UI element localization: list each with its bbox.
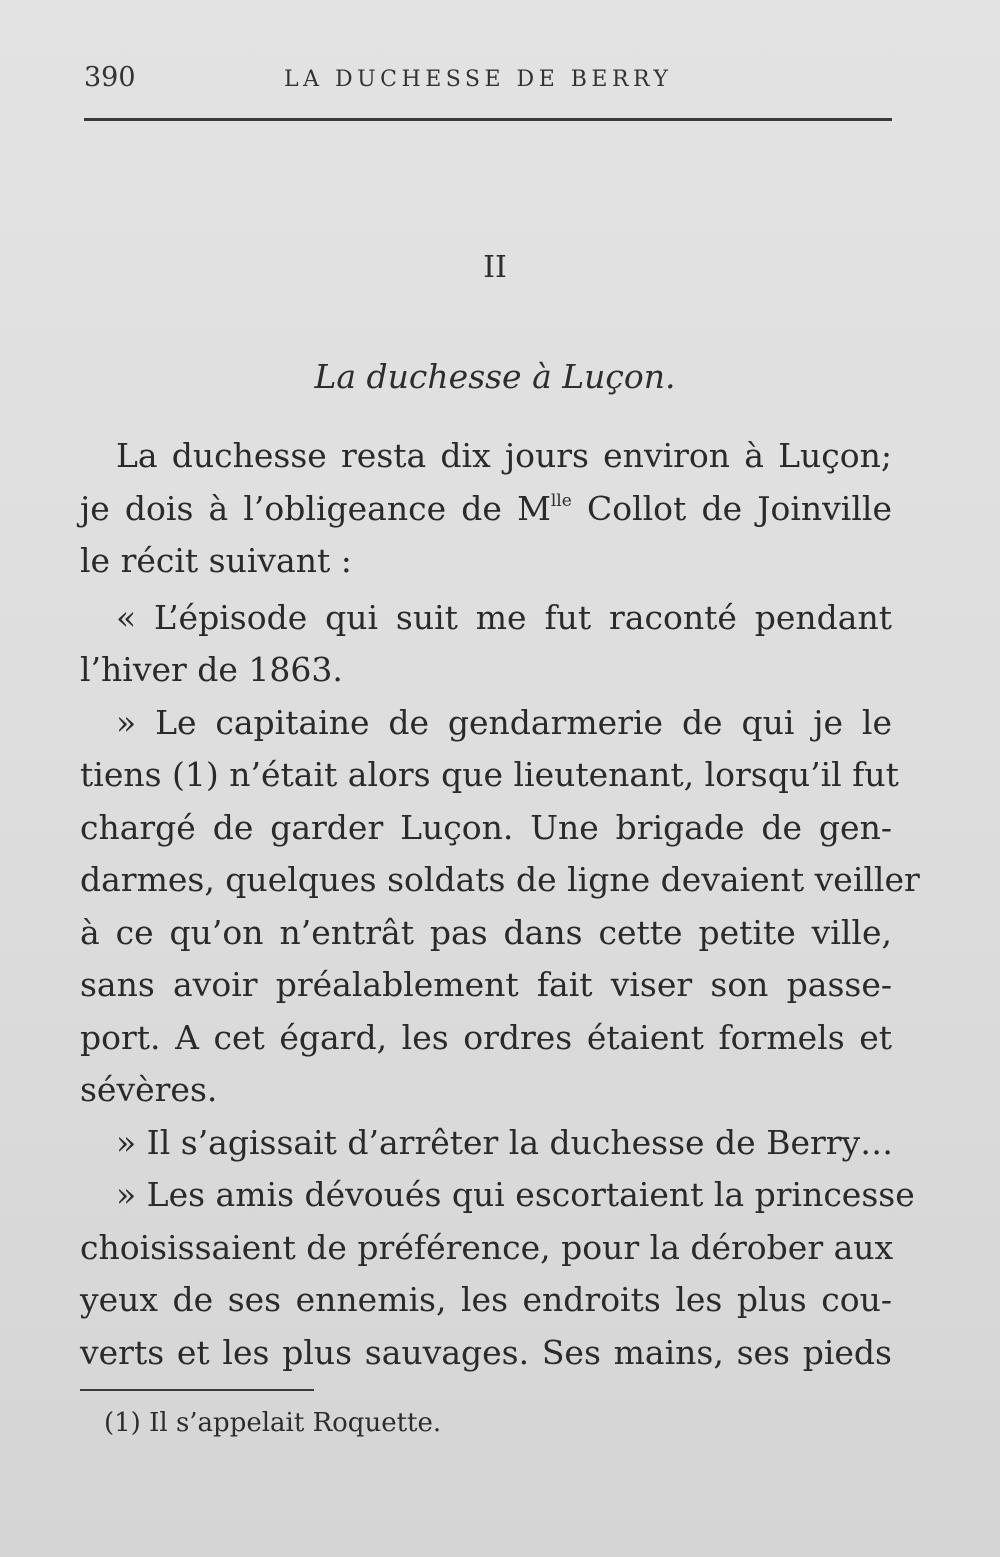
running-head	[84, 62, 892, 102]
text-line: » Il s’agissait d’arrêter la duchesse de Berry…	[116, 1122, 894, 1162]
chapter-number: II	[483, 250, 507, 285]
header-rule	[84, 118, 892, 121]
text-segment: je dois à l’obligeance de M	[80, 488, 551, 528]
text-line: à ce qu’on n’entrât pas dans cette petite ville,	[80, 912, 892, 952]
text-line: « L’épisode qui suit me fut raconté pendant	[116, 597, 892, 637]
text-line: sévères.	[80, 1070, 218, 1109]
text-line	[80, 483, 892, 536]
text-line: sans avoir préalablement fait viser son passe-	[80, 965, 892, 1004]
text-line: port. A cet égard, les ordres étaient formels et	[80, 1017, 892, 1057]
body-text	[80, 430, 920, 1379]
text-line: verts et les plus sauvages. Ses mains, ses pieds	[80, 1332, 892, 1372]
footnote: (1) Il s’appelait Roquette.	[104, 1408, 442, 1438]
text-line: yeux de ses ennemis, les endroits les plus cou-	[80, 1280, 892, 1319]
text-line: La duchesse resta dix jours environ à Luçon;	[116, 436, 892, 475]
text-line: le récit suivant :	[80, 541, 352, 580]
chapter-title: La duchesse à Luçon.	[314, 357, 676, 396]
footnote-rule	[80, 1389, 314, 1391]
text-line: » Les amis dévoués qui escortaient la princesse	[116, 1175, 915, 1214]
superscript: lle	[550, 490, 572, 511]
page-number: 390	[84, 62, 136, 93]
text-line: darmes, quelques soldats de ligne devaient veiller	[80, 860, 920, 899]
running-title: LA DUCHESSE DE BERRY	[284, 67, 673, 92]
text-line: tiens (1) n’était alors que lieutenant, lorsqu’il fut	[80, 755, 899, 794]
text-line: chargé de garder Luçon. Une brigade de gen-	[80, 807, 892, 847]
text-segment: Collot de Joinville	[571, 488, 892, 528]
text-line: l’hiver de 1863.	[80, 650, 343, 689]
text-line: » Le capitaine de gendarmerie de qui je le	[116, 702, 892, 742]
text-line: choisissaient de préférence, pour la dérober aux	[80, 1227, 894, 1267]
